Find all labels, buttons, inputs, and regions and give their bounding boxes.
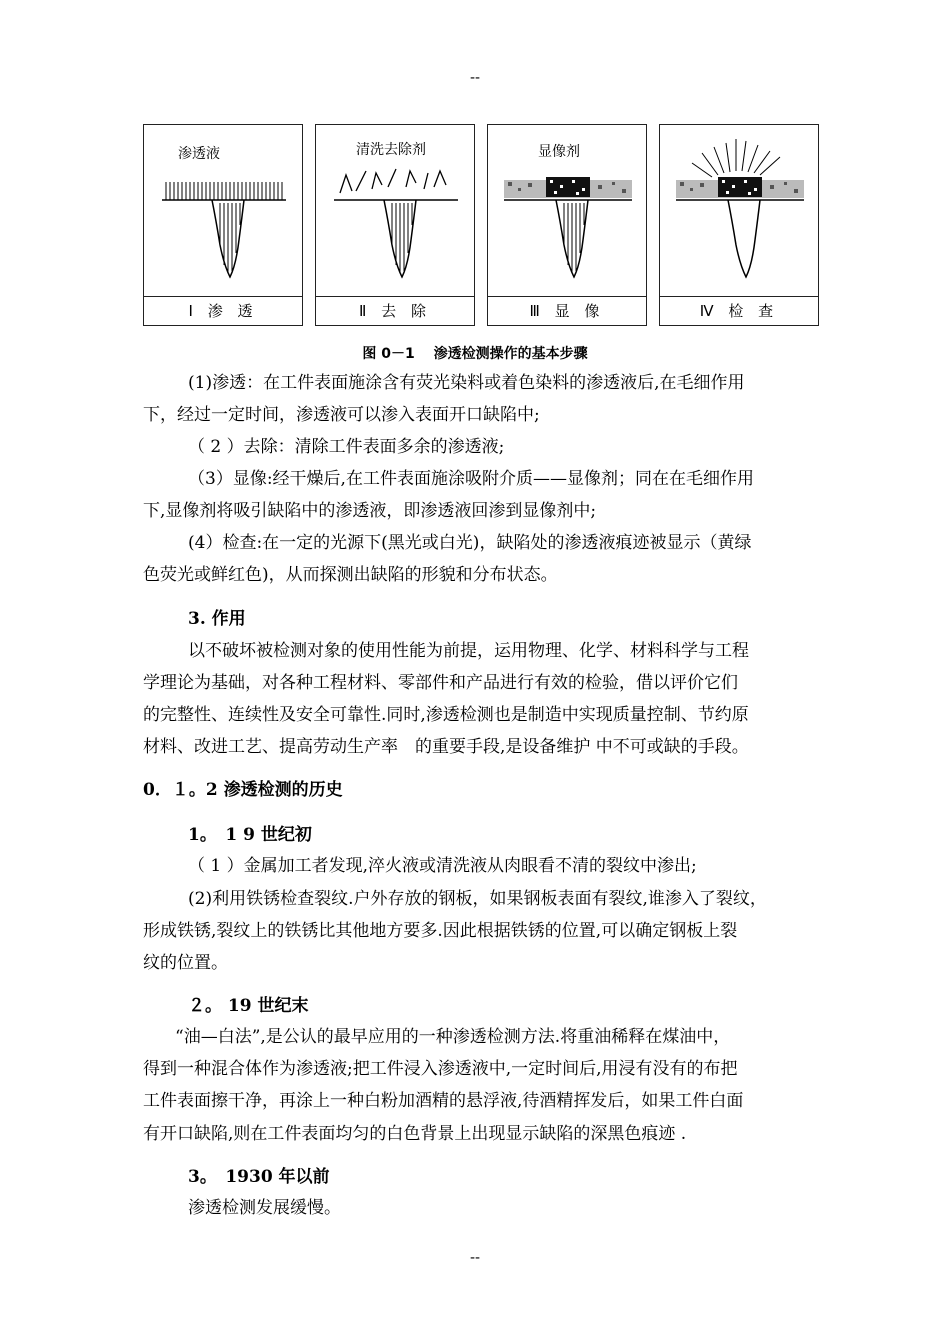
body-line: 纹的位置。 [143,953,228,973]
body-line: (1)渗透：在工件表面施涂含有荧光染料或着色染料的渗透液后,在毛细作用 [188,373,745,393]
subsection-heading: ２。 19 世纪末 [188,996,309,1016]
body-line: “油—白法”,是公认的最早应用的一种渗透检测方法.将重油稀释在煤油中， [175,1027,731,1047]
footer-mark: -- [469,1250,481,1266]
section-heading: 0．１。2 渗透检测的历史 [143,780,343,800]
body-line: 以不破坏被检测对象的使用性能为前提，运用物理、化学、材料科学与工程 [188,641,749,661]
penetration-illustration [144,125,304,299]
body-line: 有开口缺陷,则在工件表面均匀的白色背景上出现显示缺陷的深黑色痕迹 . [143,1124,687,1144]
agent-label: 渗透液 [178,146,220,162]
agent-label: 清洗去除剂 [356,142,426,158]
body-line: （3）显像:经干燥后,在工件表面施涂吸附介质——显像剂；同在在毛细作用 [188,469,754,489]
step-label: Ⅱ 去 除 [316,296,474,325]
body-line: 得到一种混合体作为渗透液;把工件浸入渗透液中,一定时间后,用浸有没有的布把 [143,1059,738,1079]
body-line: 材料、改进工艺、提高劳动生产率 的重要手段,是设备维护 中不可或缺的手段。 [143,737,749,757]
inspection-illustration [660,125,820,299]
penetrant-steps-figure [143,124,819,330]
body-line: 下，经过一定时间，渗透液可以渗入表面开口缺陷中; [143,405,540,425]
figure-panel-development [487,124,647,326]
body-line: （ 2 ）去除：清除工件表面多余的渗透液; [188,437,505,457]
section-heading: 3. 作用 [188,609,246,629]
agent-label: 显像剂 [538,144,580,160]
figure-panel-inspection [659,124,819,326]
body-line: 形成铁锈,裂纹上的铁锈比其他地方要多.因此根据铁锈的位置,可以确定钢板上裂 [143,921,738,941]
figure-panel-removal [315,124,475,326]
subsection-heading: 3。 1930 年以前 [188,1167,330,1187]
step-label: Ⅲ 显 像 [488,296,646,325]
subsection-heading: 1。 1 9 世纪初 [188,825,312,845]
body-line: 学理论为基础，对各种工程材料、零部件和产品进行有效的检验，借以评价它们 [143,673,738,693]
body-line: （ 1 ）金属加工者发现,淬火液或清洗液从肉眼看不清的裂纹中渗出; [188,856,697,876]
figure-caption: 图 0－1 渗透检测操作的基本步骤 [362,346,588,362]
body-line: 下,显像剂将吸引缺陷中的渗透液，即渗透液回渗到显像剂中; [143,501,597,521]
body-line: 的完整性、连续性及安全可靠性.同时,渗透检测也是制造中实现质量控制、节约原 [143,705,749,725]
body-line: (4）检查:在一定的光源下(黑光或白光)，缺陷处的渗透液痕迹被显示（黄绿 [188,533,752,553]
body-line: (2)利用铁锈检查裂纹.户外存放的钢板，如果钢板表面有裂纹,谁渗入了裂纹， [188,889,767,909]
body-line: 渗透检测发展缓慢。 [188,1198,341,1218]
header-mark: -- [469,70,481,86]
figure-panel-penetration [143,124,303,326]
body-line: 色荧光或鲜红色)，从而探测出缺陷的形貌和分布状态。 [143,565,558,585]
step-label: Ⅰ 渗 透 [144,296,302,325]
body-line: 工件表面擦干净，再涂上一种白粉加酒精的悬浮液,待酒精挥发后，如果工件白面 [143,1091,744,1111]
step-label: Ⅳ 检 查 [660,296,818,325]
